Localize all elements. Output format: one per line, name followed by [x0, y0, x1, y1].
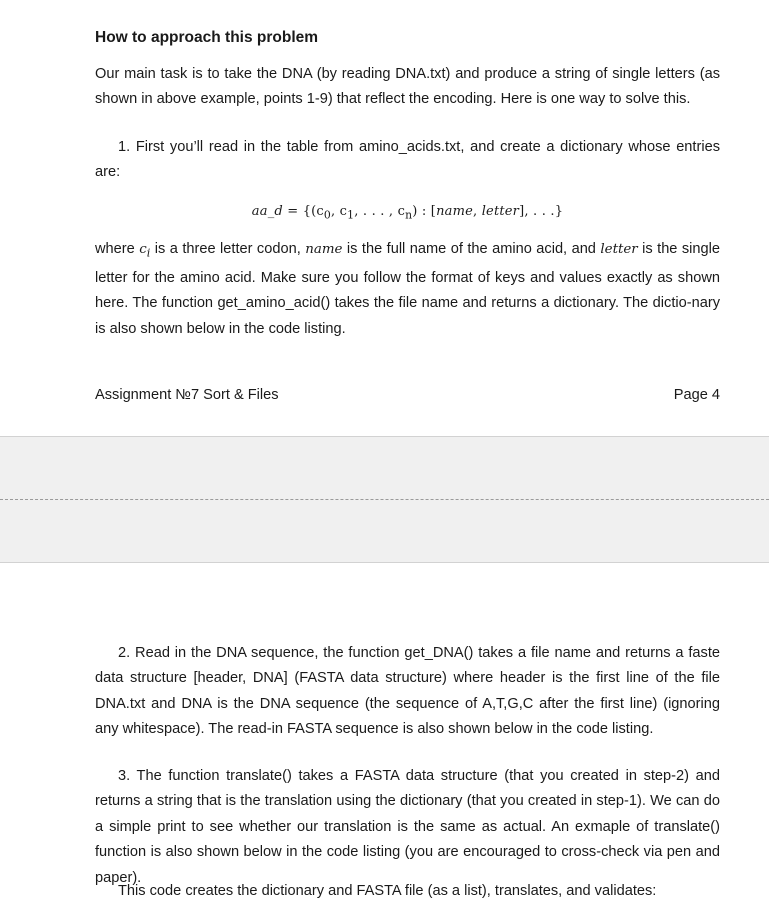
equation-sub1: 1: [347, 208, 355, 222]
where-ci: [139, 242, 151, 260]
page-footer: [95, 384, 720, 406]
equation-equals: =: [282, 204, 303, 219]
step-2-paragraph: 2. Read in the DNA sequence, the function get_DNA() takes a file name and returns a faste data structure [header, DNA] (FASTA data structure) where header is the first line of the file DNA.txt and DNA is the DNA sequence (the sequence of A,T,G,C after the first line) (ignoring any whitespace). The read-in FASTA sequence is also shown below in the code listing.: [95, 645, 720, 738]
where-ci-letter: c: [139, 242, 147, 257]
equation-comma: ,: [473, 204, 482, 219]
equation-open: {(c: [302, 204, 324, 219]
step-3-paragraph: 3. The function translate() takes a FASTA data structure (that you created in step-2) and returns a string that is the translation using the dictionary (that you created in step-1). We can do a simple print to see whether our translation is the same as actual. An exmaple of translate() function is also shown below in the code listing (you are encouraged to cross-check via pen and paper).: [95, 768, 720, 886]
where-paragraph: [95, 237, 725, 342]
equation-letter: letter: [481, 204, 520, 219]
section-title: How to approach this problem: [95, 29, 319, 46]
equation-close: ], . . .}: [519, 204, 564, 219]
where-name: name: [305, 242, 343, 257]
page-break-line: [0, 499, 769, 500]
where-text-1: where: [95, 241, 140, 257]
where-ci-sub: i: [146, 246, 151, 260]
step-1-paragraph: 1. First you’ll read in the table from amino_acids.txt, and create a dictionary whose entries are:: [95, 139, 720, 181]
page-4: [0, 0, 769, 436]
equation-lhs: aa_d: [251, 204, 283, 219]
equation-mid: ) : [: [412, 204, 437, 219]
where-text-2: is a three letter codon,: [150, 241, 306, 257]
dictionary-equation: [95, 200, 720, 228]
where-letter: letter: [600, 242, 638, 257]
equation-name: name: [436, 204, 474, 219]
equation-dots: , . . . , c: [354, 204, 406, 219]
intro-paragraph: Our main task is to take the DNA (by reading DNA.txt) and produce a string of single letters (as shown in above example, points 1-9) that reflect the encoding. Here is one way to solve this.: [95, 66, 720, 108]
equation-sub0: 0: [323, 208, 332, 222]
code-intro-paragraph: This code creates the dictionary and FASTA file (as a list), translates, and validates:: [118, 883, 657, 899]
where-text-4: is the single letter for the amino acid. Make sure you follow the format of keys and values exactly as shown here. The function get_amino_acid() takes the file name and returns a dictionary. The dictio-nary is also shown below in the code listing.: [95, 241, 725, 337]
footer-page-number: Page 4: [673, 387, 720, 403]
where-text-3: is the full name of the amino acid, and: [342, 241, 601, 257]
page-gap: [0, 436, 769, 563]
equation-subn: n: [405, 208, 413, 222]
footer-assignment: Assignment №7 Sort & Files: [95, 387, 279, 403]
equation-c1: , c: [331, 204, 348, 219]
